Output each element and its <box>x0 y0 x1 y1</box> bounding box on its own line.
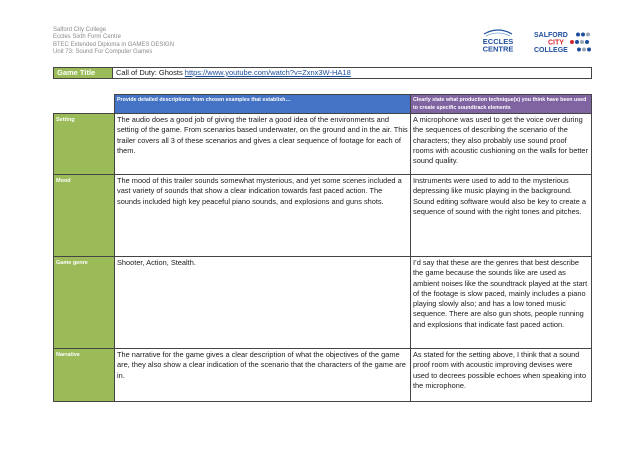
eccles-centre-logo <box>480 28 516 54</box>
analysis-table <box>53 94 592 402</box>
game-title-text: Call of Duty: Ghosts <box>116 68 185 77</box>
setting-technique: A microphone was used to get the voice over during the sequences of describing the scenario of the characters; they also probably use sound proof rooms with acoustic cushioning on the walls for better sound quality. <box>411 114 592 175</box>
salford-logo-word: SALFORD <box>534 32 568 39</box>
table-header-row <box>54 95 592 114</box>
row-label-narrative: Narrative <box>54 349 115 402</box>
table-row <box>54 257 592 349</box>
row-label-mood: Mood <box>54 175 115 257</box>
description-column-header: Provide detailed descriptions from chosen examples that establish… <box>115 95 411 114</box>
game-title-value <box>113 68 351 78</box>
table-row <box>54 349 592 402</box>
header-college: Salford City College <box>53 27 107 33</box>
mood-description: The mood of this trailer sounds somewhat mysterious, and yet some scenes included a vast variety of sounds that show a clear indication towards fast paced action. The sounds included high key peaceful piano sounds, and explosions and guns shots. <box>115 175 411 257</box>
trailer-link[interactable]: https://www.youtube.com/watch?v=Zxnx3W-HA18 <box>184 68 351 77</box>
game-title-label: Game Title <box>54 68 113 78</box>
narrative-technique: As stated for the setting above, I think that a sound proof room with acoustic improving devises were used to decrees possible echoes when speaking into the microphone. <box>411 349 592 402</box>
technique-column-header: Clearly state what production technique(s) you think have been used to create specific soundtrack elements <box>411 95 592 114</box>
header-course: BTEC Extended Diploma in GAMES DESIGN <box>53 41 175 48</box>
genre-technique: I’d say that these are the genres that best describe the game because the sounds like are used as ambient noises like the soundtrack played at the start of the footage is slow paced, mainly includes a piano playing slowly also; and has a low toned music sequence. There are also gun shots, people running and explosions that indicate fast paced action. <box>411 257 592 349</box>
eccles-logo-centre: CENTRE <box>482 44 514 54</box>
table-row <box>54 175 592 257</box>
setting-description: The audio does a good job of giving the trailer a good idea of the environments and setting of the game. From scenarios based underwater, on the ground and in the air. This trailer covers all 3 of these scenarios and gives a clear sequence of footage for each of them. <box>115 114 411 175</box>
city-logo-word: CITY <box>548 39 564 47</box>
row-label-setting: Setting <box>54 114 115 175</box>
salford-city-college-logo <box>532 28 598 54</box>
header-unit: Unit 73: Sound For Computer Games <box>53 48 153 55</box>
header-blank-cell <box>54 95 115 114</box>
header-centre: Eccles Sixth Form Centre <box>53 34 122 41</box>
table-row <box>54 114 592 175</box>
genre-description: Shooter, Action, Stealth. <box>115 257 411 349</box>
row-label-game-genre: Game genre <box>54 257 115 349</box>
mood-technique: Instruments were used to add to the mysterious depressing like music playing in the background. Sound editing software would also be key to create a sequence of sound with the right tones and pitches. <box>411 175 592 257</box>
document-header <box>53 27 174 56</box>
game-title-row <box>53 67 592 79</box>
college-logo-word: COLLEGE <box>534 47 568 54</box>
eccles-logo-word: ECCLES <box>482 37 514 46</box>
narrative-description: The narrative for the game gives a clear description of what the objectives of the game are, they also show a clear indication of the scenario that the characters of the game are in. <box>115 349 411 402</box>
